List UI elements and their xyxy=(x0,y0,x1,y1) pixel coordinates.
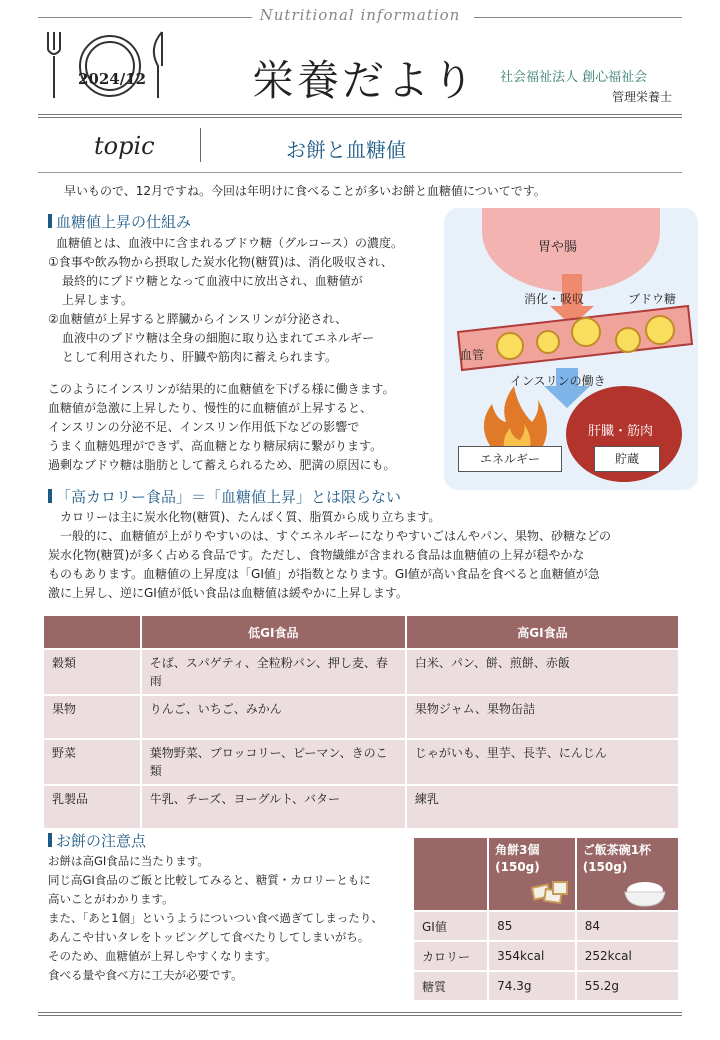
section1-body xyxy=(48,234,448,367)
table-cell: そば、スパゲティ、全粒粉パン、押し麦、春雨 xyxy=(141,649,406,695)
glucose-label: ブドウ糖 xyxy=(628,292,677,306)
table-cell: 252kcal xyxy=(576,941,679,971)
storage-box: 貯蔵 xyxy=(594,446,660,472)
header-rule-1 xyxy=(38,114,682,115)
text-line: 血糖値とは、血液中に含まれるブドウ糖（グルコース）の濃度。 xyxy=(56,236,404,250)
author-role: 管理栄養士 xyxy=(612,90,673,104)
text-line: 最終的にブドウ糖となって血液中に放出され、血糖値が xyxy=(62,274,363,288)
topic-title: お餅と血糖値 xyxy=(286,138,406,162)
table-cell: 穀類 xyxy=(43,649,141,695)
table-cell: 白米、パン、餅、煎餅、赤飯 xyxy=(406,649,679,695)
issue-date: 2024/12 xyxy=(78,70,147,88)
table-cell: 野菜 xyxy=(43,739,141,785)
text-line: お餅は高GI食品に当たります。 xyxy=(48,854,209,868)
table-cell: 牛乳、チーズ、ヨーグルト、バター xyxy=(141,785,406,829)
table-cell: りんご、いちご、みかん xyxy=(141,695,406,739)
section1-para2 xyxy=(48,380,448,475)
topic-divider xyxy=(200,128,201,162)
text-line: 上昇します。 xyxy=(62,293,134,307)
rice-header: ご飯茶碗1杯(150g) xyxy=(582,843,652,874)
text-line: インスリンの分泌不足、インスリン作用低下などの影響で xyxy=(48,420,360,434)
text-line: 過剰なブドウ糖は脂肪として蓄えられるため、肥満の原因にも。 xyxy=(48,458,396,472)
text-line: そのため、血糖値が上昇しやすくなります。 xyxy=(48,949,277,963)
section2-body xyxy=(48,508,688,603)
tableware-icon xyxy=(40,28,190,100)
table-cell: 85 xyxy=(488,911,576,941)
text-line: ものもあります。血糖値の上昇度は「GI値」が指数となります。GI値が高い食品を食べると血糖値が急 xyxy=(48,567,600,581)
table-row xyxy=(413,971,679,1001)
table-header xyxy=(576,837,679,911)
table-row xyxy=(43,739,679,785)
table-row xyxy=(43,649,679,695)
section-heading: 「高カロリー食品」＝「血糖値上昇」とは限らない xyxy=(48,486,401,507)
text-line: このようにインスリンが結果的に血糖値を下げる様に働きます。 xyxy=(48,382,395,396)
table-header-row xyxy=(43,615,679,649)
section-heading: お餅の注意点 xyxy=(48,830,146,851)
table-cell: 葉物野菜、ブロッコリー、ピーマン、きのこ類 xyxy=(141,739,406,785)
glucose-diagram xyxy=(444,208,698,490)
table-header xyxy=(43,615,141,649)
section-heading: 血糖値上昇の仕組み xyxy=(48,211,191,232)
header-rule-2 xyxy=(38,117,682,118)
text-line: あんこや甘いタレをトッピングして食べたりしてしまいがち。 xyxy=(48,930,370,944)
table-cell: 乳製品 xyxy=(43,785,141,829)
table-cell: 果物 xyxy=(43,695,141,739)
table-cell: 84 xyxy=(576,911,679,941)
table-row xyxy=(413,941,679,971)
table-header xyxy=(488,837,576,911)
footer-rule-1 xyxy=(38,1012,682,1013)
text-line: 高いことがわかります。 xyxy=(48,892,174,906)
footer-rule-2 xyxy=(38,1015,682,1016)
table-cell: GI値 xyxy=(413,911,488,941)
table-header: 高GI食品 xyxy=(406,615,679,649)
table-header xyxy=(413,837,488,911)
table-row xyxy=(43,785,679,829)
text-line: カロリーは主に炭水化物(糖質)、たんぱく質、脂質から成り立ちます。 xyxy=(60,510,441,524)
table-cell: 354kcal xyxy=(488,941,576,971)
table-cell: 55.2g xyxy=(576,971,679,1001)
organization-name: 社会福祉法人 創心福祉会 xyxy=(500,70,648,85)
text-line: また、「あと1個」というようについつい食べ過ぎてしまったり、 xyxy=(48,911,383,925)
table-header: 低GI食品 xyxy=(141,615,406,649)
energy-box: エネルギー xyxy=(458,446,562,472)
text-line: 食べる量や食べ方に工夫が必要です。 xyxy=(48,968,243,982)
table-row xyxy=(413,911,679,941)
text-line: 同じ高GI食品のご飯と比較してみると、糖質・カロリーともに xyxy=(48,873,371,887)
text-line: 一般的に、血糖値が上がりやすいのは、すぐエネルギーになりやすいごはんやパン、果物、砂糖などの xyxy=(60,529,612,543)
rice-bowl-icon xyxy=(622,878,668,908)
insulin-label: インスリンの働き xyxy=(510,374,606,388)
liver-label: 肝臓・筋肉 xyxy=(588,424,654,439)
text-line: 血糖値が急激に上昇したり、慢性的に血糖値が上昇すると、 xyxy=(48,401,373,415)
table-row xyxy=(43,695,679,739)
section3-body xyxy=(48,852,410,985)
topic-rule xyxy=(38,172,682,173)
table-cell: 練乳 xyxy=(406,785,679,829)
intro-text: 早いもので、12月ですね。今回は年明けに食べることが多いお餅と血糖値についてです。 xyxy=(64,184,546,198)
text-line: ①食事や飲み物から摂取した炭水化物(糖質)は、消化吸収され、 xyxy=(48,255,393,269)
newsletter-title: 栄養だより xyxy=(252,56,478,105)
mochi-icon xyxy=(531,878,571,908)
vessel-label: 血管 xyxy=(460,348,485,362)
table-cell: じゃがいも、里芋、長芋、にんじん xyxy=(406,739,679,785)
text-line: として利用されたり、肝臓や筋肉に蓄えられます。 xyxy=(62,350,338,364)
table-cell: 74.3g xyxy=(488,971,576,1001)
topic-label: topic xyxy=(94,132,155,160)
text-line: 激に上昇し、逆にGI値が低い食品は血糖値は緩やかに上昇します。 xyxy=(48,586,408,600)
text-line: うまく血糖処理ができず、高血糖となり糖尿病に繋がります。 xyxy=(48,439,383,453)
table-cell: カロリー xyxy=(413,941,488,971)
table-header-row xyxy=(413,837,679,911)
digest-label: 消化・吸収 xyxy=(524,292,585,306)
kicker: Nutritional information xyxy=(259,6,461,24)
text-line: 炭水化物(糖質)が多く占める食品です。ただし、食物繊維が含まれる食品は血糖値の上昇が穏やかな xyxy=(48,548,585,562)
table-cell: 糖質 xyxy=(413,971,488,1001)
mochi-header: 角餅3個(150g) xyxy=(495,843,540,874)
gi-table xyxy=(42,614,680,830)
text-line: ②血糖値が上昇すると膵臓からインスリンが分泌され、 xyxy=(48,312,348,326)
mochi-rice-table xyxy=(412,836,680,1002)
stomach-label: 胃や腸 xyxy=(538,240,578,255)
text-line: 血液中のブドウ糖は全身の細胞に取り込まれてエネルギー xyxy=(62,331,375,345)
table-cell: 果物ジャム、果物缶詰 xyxy=(406,695,679,739)
